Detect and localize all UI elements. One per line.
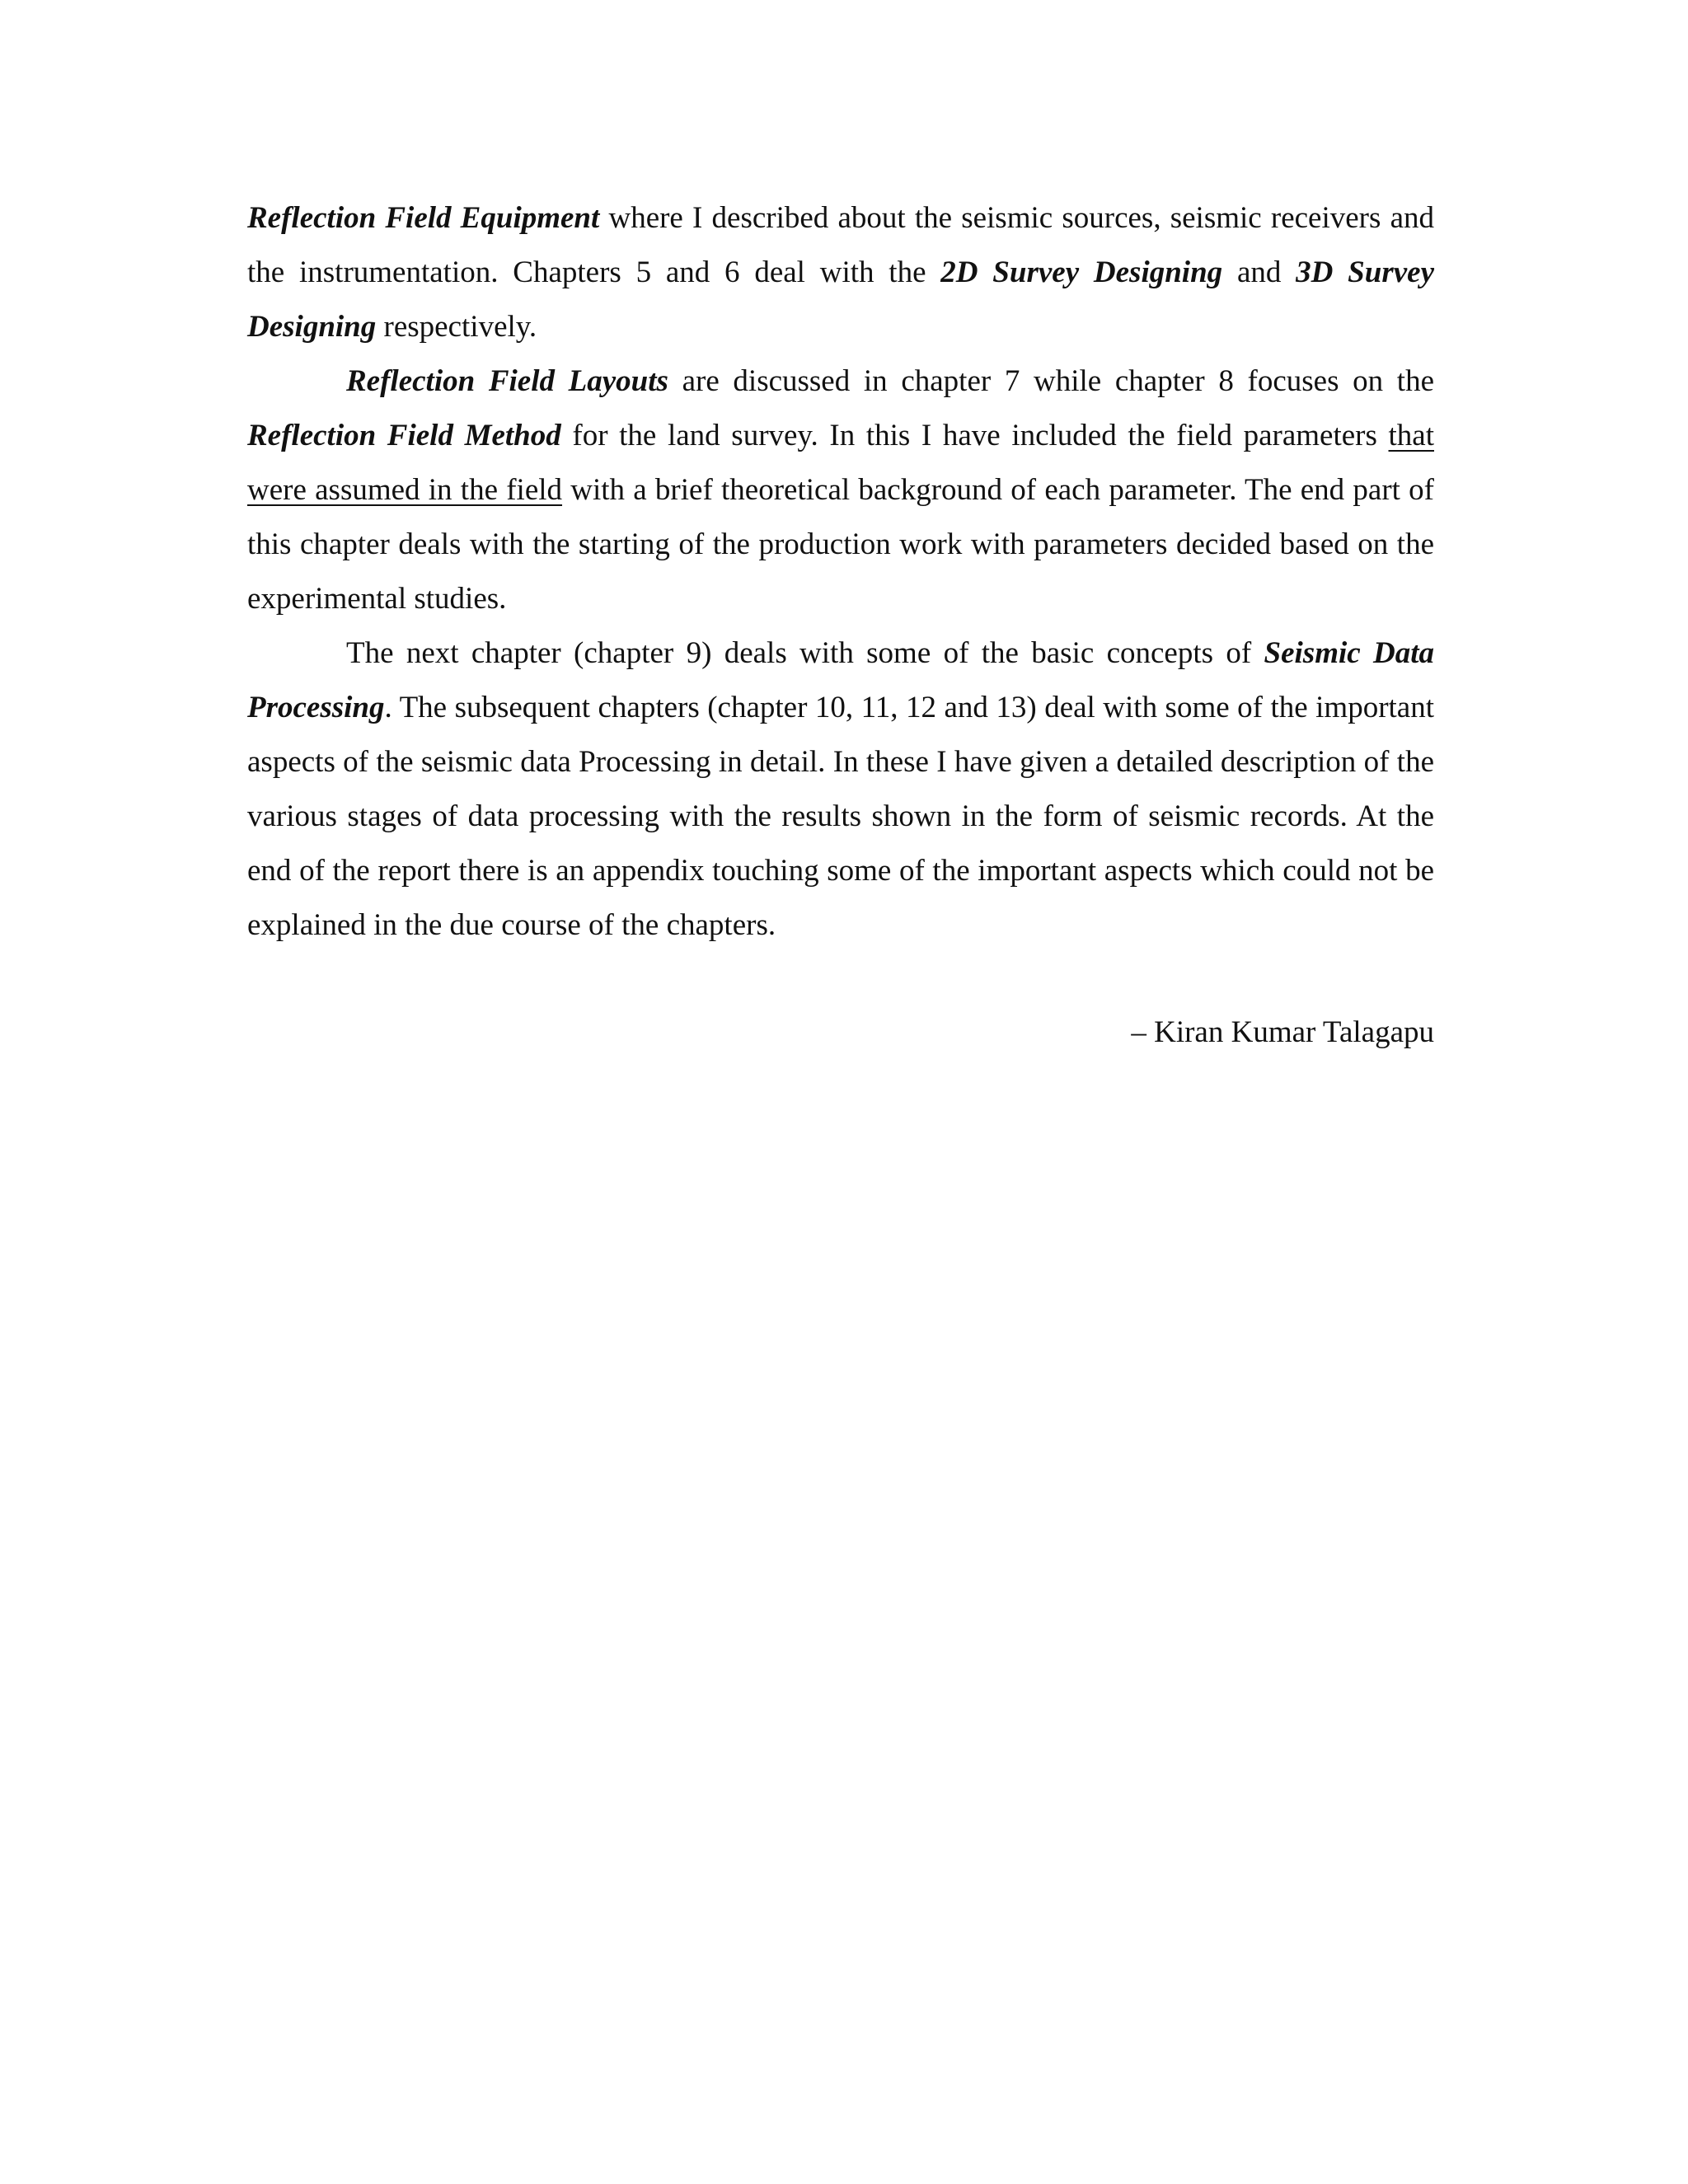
author-signature: – Kiran Kumar Talagapu xyxy=(1131,1015,1434,1049)
paragraph-data-processing xyxy=(247,626,1434,953)
text-run: are discussed in chapter 7 while chapter 8 focuses on the xyxy=(668,364,1435,398)
emphasis-seismic-data-processing: Seismic Data Processing xyxy=(247,636,1434,724)
emphasis-2d-survey-designing: 2D Survey Designing xyxy=(940,255,1223,289)
text-run: with a brief theoretical background of each parameter. The end part of this chapter deals with the starting of the production work with parameters decided based on the experimental studies. xyxy=(247,473,1434,616)
text-run: . The subsequent chapters (chapter 10, 11, 12 and 13) deal with some of the important aspects of the seismic data Processing in detail. In these I have given a detailed description of the various stages of data processing with the results shown in the form of seismic records. At the end of the report there is an appendix touching some of the important aspects which could not be explained in the due course of the chapters. xyxy=(247,691,1434,942)
emphasis-reflection-field-equipment: Reflection Field Equipment xyxy=(247,201,600,235)
body-text xyxy=(247,191,1434,953)
emphasis-3d-survey-designing: 3D Survey Designing xyxy=(247,255,1434,344)
text-run: and xyxy=(1222,255,1296,289)
emphasis-reflection-field-method: Reflection Field Method xyxy=(247,419,561,452)
underlined-phrase: that were assumed in the field xyxy=(247,419,1434,507)
paragraph-field-layouts xyxy=(247,354,1434,626)
text-run: The next chapter (chapter 9) deals with some of the basic concepts of xyxy=(346,636,1264,670)
emphasis-reflection-field-layouts: Reflection Field Layouts xyxy=(346,364,668,398)
paragraph-intro-continued xyxy=(247,191,1434,354)
text-run: where I described about the seismic sources, seismic receivers and the instrumentation. Chapters 5 and 6 deal with the xyxy=(247,201,1434,289)
text-run: for the land survey. In this I have included the field parameters xyxy=(560,419,1389,452)
text-run: respectively. xyxy=(376,310,537,344)
